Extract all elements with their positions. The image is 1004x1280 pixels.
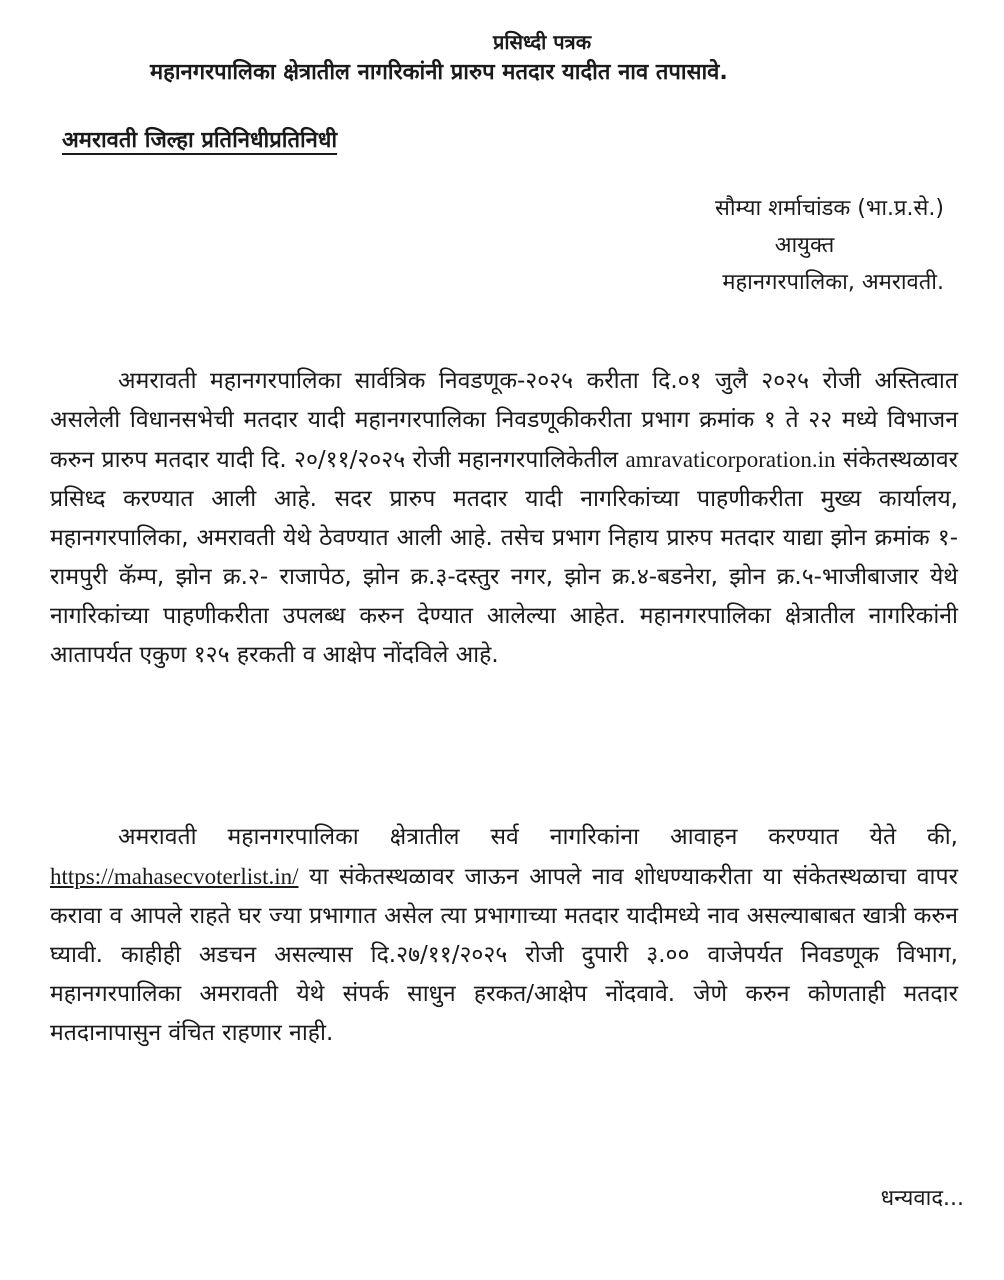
body-paragraph-2 bbox=[50, 818, 958, 1053]
signatory-designation: आयुक्त bbox=[774, 233, 835, 258]
signatory-name: सौम्या शर्माचांडक (भा.प्र.से.) bbox=[714, 196, 944, 221]
document-type-label: प्रसिध्दी पत्रक bbox=[492, 30, 592, 54]
signatory-block bbox=[715, 190, 944, 301]
press-release-headline: महानगरपालिका क्षेत्रातील नागरिकांनी प्रारुप मतदार यादीत नाव तपासावे. bbox=[150, 60, 728, 85]
voter-list-link[interactable]: https://mahasecvoterlist.in/ bbox=[50, 864, 299, 889]
body-paragraph-1 bbox=[50, 362, 958, 675]
closing-thanks: धन्यवाद... bbox=[880, 1186, 964, 1211]
corporation-website[interactable]: amravaticorporation.in bbox=[625, 447, 836, 472]
paragraph-2-text-a: अमरावती महानगरपालिका क्षेत्रातील सर्व नागरिकांना आवाहन करण्यात येते की, bbox=[118, 824, 958, 850]
signatory-office: महानगरपालिका, अमरावती. bbox=[722, 270, 944, 295]
paragraph-1-text-a: अमरावती महानगरपालिका सार्वत्रिक निवडणूक-२०२५ करीता दि.०१ जुलै २०२५ रोजी अस्तित्वात असलेली विधानसभेची मतदार यादी महानगरपालिका निवडणूकीकरीता प्रभाग क्रमांक १ ते २२ मध्ये विभाजन करुन प्रारुप मतदार यादी दि. २०/११/२०२५ रोजी महानगरपालिकेतील bbox=[50, 368, 958, 473]
paragraph-1-text-b: संकेतस्थळावर प्रसिध्द करण्यात आली आहे. सदर प्रारुप मतदार यादी नागरिकांच्या पाहणीकरीता मुख्य कार्यालय, महानगरपालिका, अमरावती येथे ठेवण्यात आली आहे. तसेच प्रभाग निहाय प्रारुप मतदार याद्या झोन क्रमांक १-रामपुरी कॅम्प, झोन क्र.२- राजापेठ, झोन क्र.३-दस्तुर नगर, झोन क्र.४-बडनेरा, झोन क्र.५-भाजीबाजार येथे नागरिकांच्या पाहणीकरीता उपलब्ध करुन देण्यात आलेल्या आहेत. महानगरपालिका क्षेत्रातील नागरिकांनी आतापर्यत एकुण १२५ हरकती व आक्षेप नोंदविले आहे. bbox=[50, 447, 959, 668]
correspondent-line: अमरावती जिल्हा प्रतिनिधीप्रतिनिधी bbox=[62, 128, 338, 153]
paragraph-2-text-b: या संकेतस्थळावर जाऊन आपले नाव शोधण्याकरीता या संकेतस्थळाचा वापर करावा व आपले राहते घर ज्या प्रभागात असेल त्या प्रभागाच्या मतदार यादीमध्ये नाव असल्याबाबत खात्री करुन घ्यावी. काहीही अडचन असल्यास दि.२७/११/२०२५ रोजी दुपारी ३.०० वाजेपर्यत निवडणूक विभाग, महानगरपालिका अमरावती येथे संपर्क साधुन हरकत/आक्षेप नोंदवावे. जेणे करुन कोणताही मतदार मतदानापासुन वंचित राहणार नाही. bbox=[50, 864, 958, 1046]
